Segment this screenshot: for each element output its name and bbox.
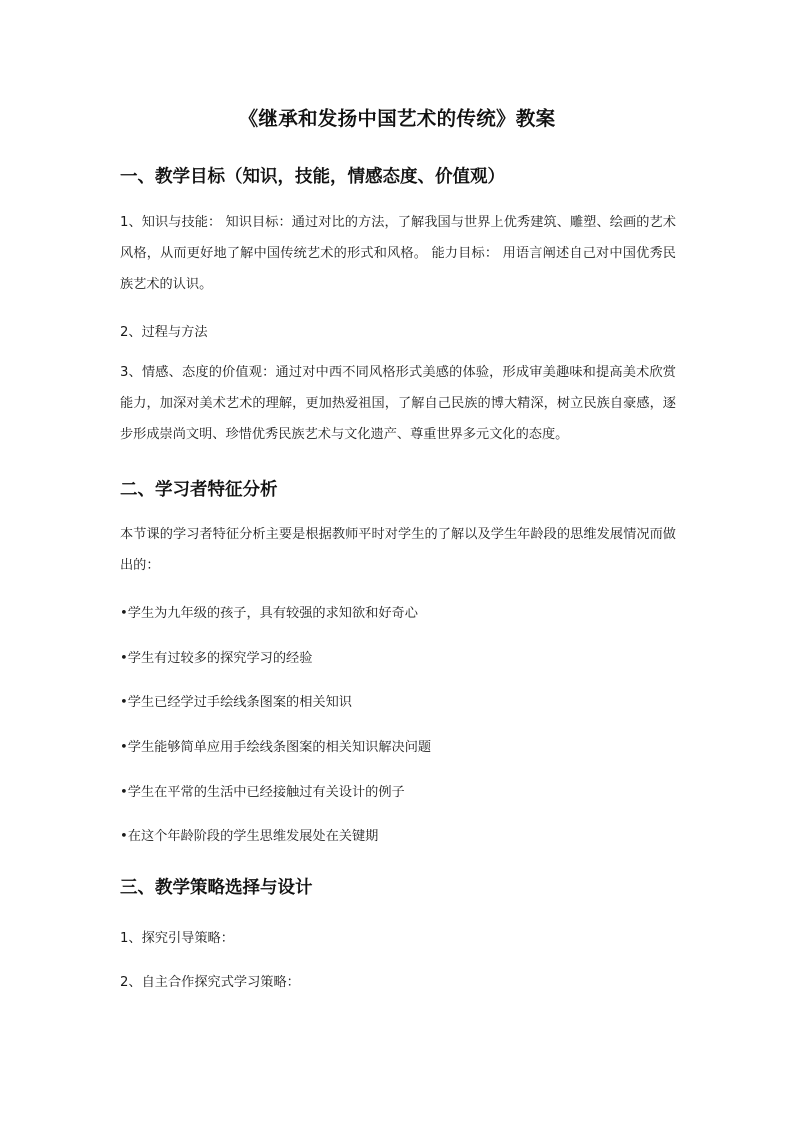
strategy-item: 1、探究引导策略： (120, 931, 234, 946)
section-heading-objectives: 一、教学目标（知识，技能，情感态度、价值观） (120, 167, 505, 187)
list-item: •学生有过较多的探究学习的经验 (120, 651, 313, 666)
section-heading-strategy: 三、教学策略选择与设计 (120, 878, 313, 898)
objective-process-methods: 2、过程与方法 (120, 325, 208, 340)
learner-analysis-intro: 本节课的学习者特征分析主要是根据教师平时对学生的了解以及学生年龄段的思维发展情况而做出的： (120, 527, 676, 573)
section-heading-learner-analysis: 二、学习者特征分析 (120, 480, 278, 500)
list-item: •学生能够简单应用手绘线条图案的相关知识解决问题 (120, 740, 432, 755)
objective-knowledge-skills: 1、知识与技能： 知识目标：通过对比的方法，了解我国与世界上优秀建筑、雕塑、绘画的艺术风格，从而更好地了解中国传统艺术的形式和风格。 能力目标： 用语言阐述自己对中国优秀民族艺术的认识。 (120, 215, 676, 292)
list-item: •在这个年龄阶段的学生思维发展处在关键期 (120, 829, 379, 844)
strategy-item: 2、自主合作探究式学习策略： (120, 975, 300, 990)
objective-emotion-values: 3、情感、态度的价值观：通过对中西不同风格形式美感的体验，形成审美趣味和提高美术欣赏能力，加深对美术艺术的理解，更加热爱祖国，了解自己民族的博大精深，树立民族自豪感，逐步形成崇尚文明、珍惜优秀民族艺术与文化遗产、尊重世界多元文化的态度。 (120, 365, 676, 442)
document-title: 《继承和发扬中国艺术的传统》教案 (238, 107, 556, 130)
list-item: •学生已经学过手绘线条图案的相关知识 (120, 695, 352, 710)
list-item: •学生在平常的生活中已经接触过有关设计的例子 (120, 785, 405, 800)
list-item: •学生为九年级的孩子，具有较强的求知欲和好奇心 (120, 606, 418, 621)
